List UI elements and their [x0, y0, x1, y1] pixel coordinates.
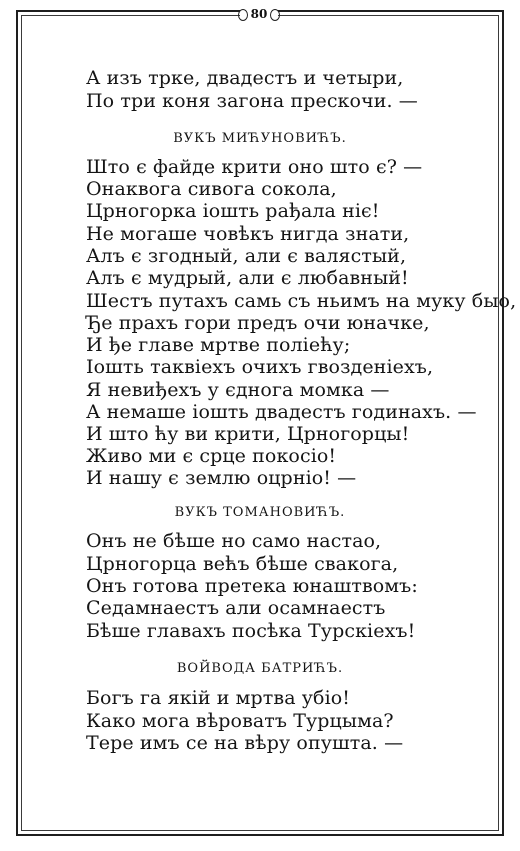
verse-line: И што ћу ви крити, Црногорцы! [86, 423, 410, 445]
section-heading: ВУКЪ МИЋУНОВИЋЪ. [173, 131, 347, 146]
verse-line: Бѣше главахъ посѣка Турскіехъ! [86, 620, 416, 642]
verse-line: Црногорца већъ бѣше свакога, [86, 553, 399, 575]
verse-line: Я невиђехъ у єднога момка — [86, 379, 390, 401]
verse-line: Онъ не бѣше но само настао, [86, 530, 382, 552]
verse-line: Тере имъ се на вѣру опушта. — [86, 732, 404, 754]
verse-line: Што є файде крити оно што є? — [86, 156, 423, 178]
verse-line: А немаше іошть двадестъ годинахъ. — [86, 401, 477, 423]
verse-line: Црногорка іошть рађала ніє! [86, 200, 380, 222]
verse-line: Живо ми є срце покосіо! [86, 445, 337, 467]
intro-line: А изъ трке, двадестъ и четыри, [86, 67, 404, 89]
page-number: 80 [240, 5, 278, 23]
verse-line: Ђе прахъ гори предъ очи юначке, [86, 312, 430, 334]
verse-line: Седамнаестъ али осамнаестъ [86, 597, 386, 619]
intro-line: По три коня загона прескочи. — [86, 90, 418, 112]
verse-line: Онаквога сивога сокола, [86, 178, 337, 200]
verse-line: Богъ га якій и мртва убіо! [86, 687, 351, 709]
verse-line: Алъ є мудрый, али є любавный! [86, 267, 409, 289]
verse-line: И нашу є землю оцрніо! — [86, 467, 357, 489]
verse-line: Алъ є згодный, али є валястый, [86, 245, 407, 267]
verse-line: Онъ готова претека юнаштвомъ: [86, 575, 418, 597]
verse-line: Не могаше човѣкъ нигда знати, [86, 223, 410, 245]
section-heading: ВОЙВОДА БАТРИЋЪ. [176, 661, 344, 676]
verse-line: Шестъ путахъ самь съ ньимъ на муку быо, [86, 290, 517, 312]
verse-line: И ђе главе мртве поліећу; [86, 334, 351, 356]
verse-line: Іошть таквіехъ очихъ гвозденіехъ, [86, 356, 434, 378]
section-heading: ВУКЪ ТОМАНОВИЋЪ. [174, 505, 346, 520]
verse-line: Како мога вѣроватъ Турцыма? [86, 710, 394, 732]
